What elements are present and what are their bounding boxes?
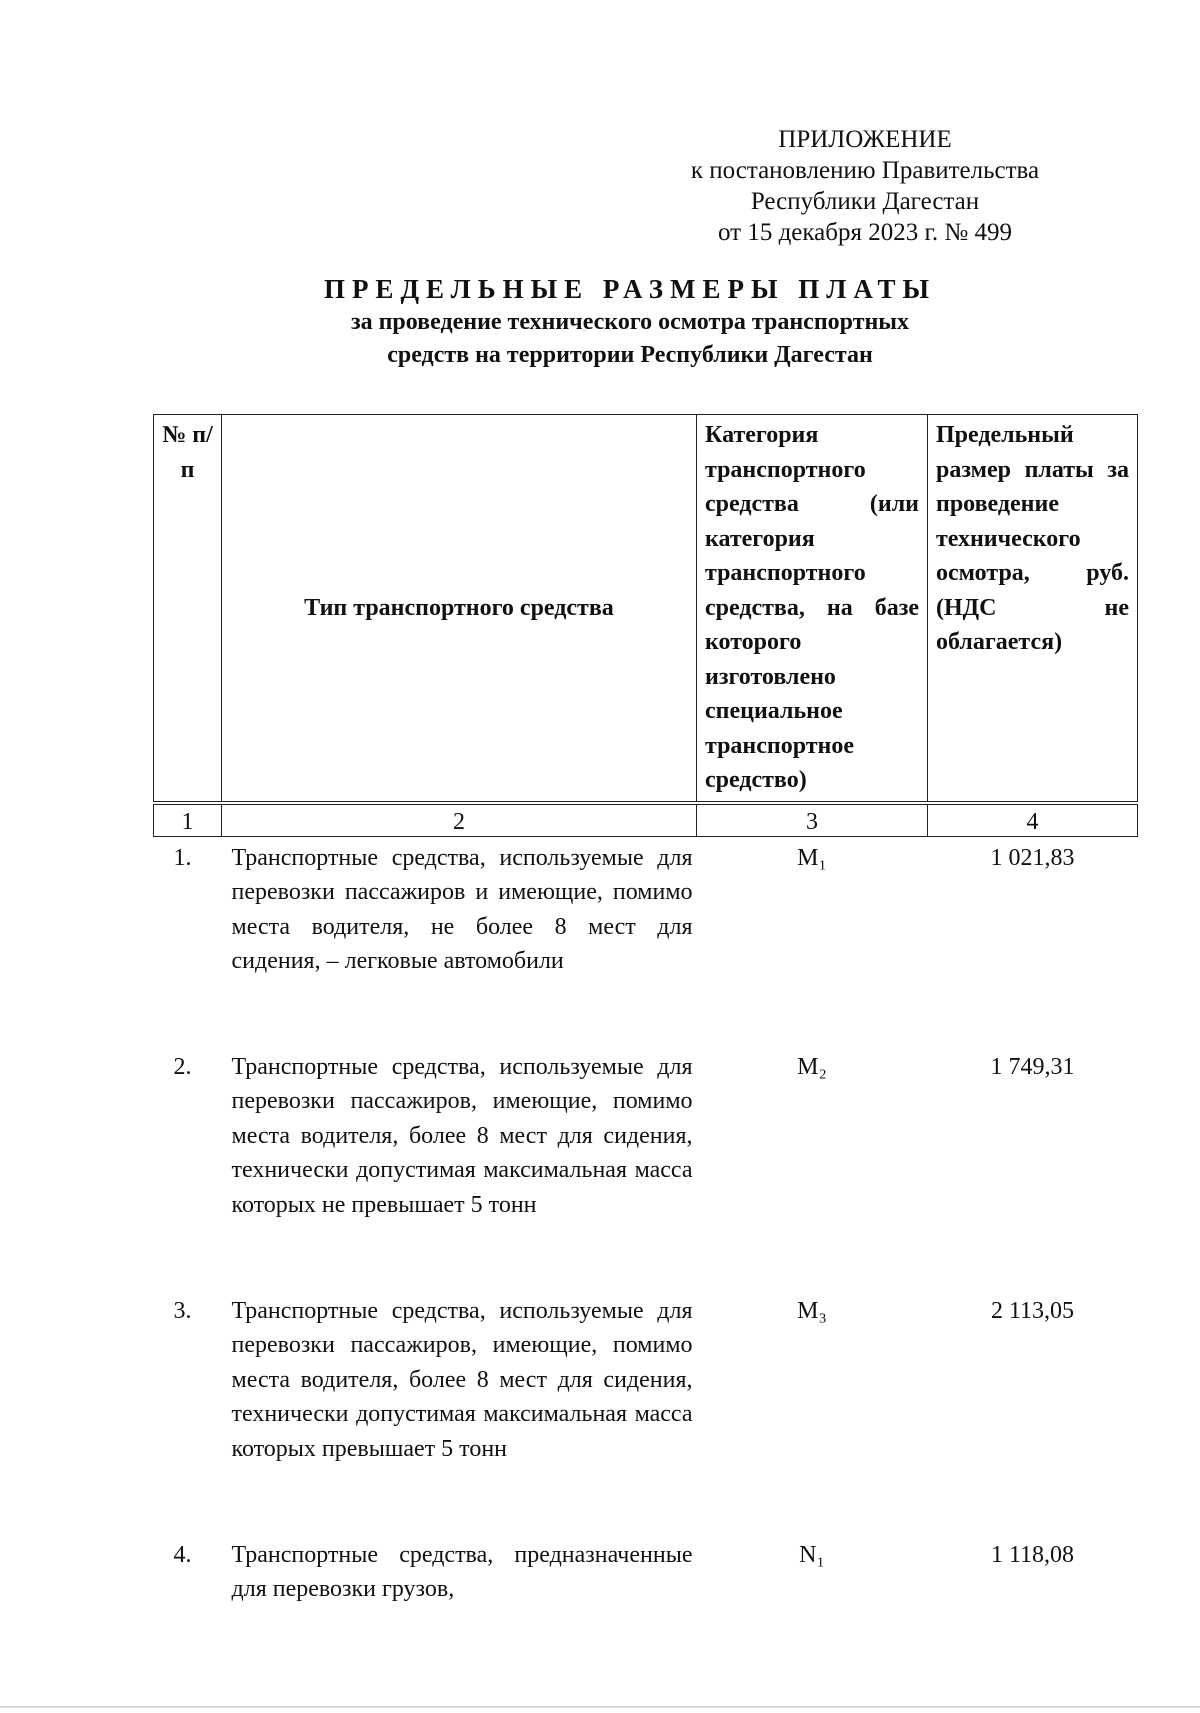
row-number: 2. xyxy=(173,1053,192,1080)
column-number: 2 xyxy=(222,803,697,837)
row-number: 3. xyxy=(173,1297,192,1324)
table-row xyxy=(154,1534,1138,1638)
row-number: 1. xyxy=(173,844,192,871)
column-number: 4 xyxy=(928,803,1138,837)
table-row xyxy=(154,1290,1138,1534)
row-description: Транспортные средства, используемые для перевозки пассажиров, имеющие, помимо места водителя, более 8 мест для сидения, технически допустимая максимальная масса которых не превышает 5 тонн xyxy=(231,1053,693,1218)
fee-table-header xyxy=(154,415,1138,803)
row-description: Транспортные средства, используемые для перевозки пассажиров и имеющие, помимо места водителя, не более 8 мест для сидения, – легковые автомобили xyxy=(231,844,693,974)
appendix-region: Республики Дагестан xyxy=(750,188,980,215)
row-category: N₁ xyxy=(799,1541,825,1568)
row-category: M₂ xyxy=(797,1053,827,1080)
column-number-row xyxy=(154,803,1138,837)
row-category: M₃ xyxy=(797,1297,827,1324)
table-row xyxy=(154,836,1138,1046)
fee-table-body xyxy=(154,836,1138,1638)
row-fee: 1 749,31 xyxy=(990,1053,1075,1080)
title-subtitle-line2: средств на территории Республики Дагестан xyxy=(387,342,873,368)
header-fee: Предельный размер платы за проведение технического осмотра, руб. (НДС не облагается) xyxy=(928,415,1138,803)
row-category: M₁ xyxy=(797,844,827,871)
header-vehicle-type: Тип транспортного средства xyxy=(222,415,697,803)
appendix-block xyxy=(600,124,1130,248)
header-category: Категория транспортного средства (или категория транспортного средства, на базе которого изготовлено специальное транспортное средство) xyxy=(697,415,928,803)
appendix-reference: к постановлению Правительства xyxy=(690,157,1040,184)
scan-edge-line xyxy=(0,1706,1200,1708)
header-number: № п/п xyxy=(154,415,222,803)
table-row xyxy=(154,1046,1138,1290)
row-fee: 2 113,05 xyxy=(990,1297,1075,1324)
appendix-heading: ПРИЛОЖЕНИЕ xyxy=(778,126,952,153)
column-number: 3 xyxy=(697,803,928,837)
row-description: Транспортные средства, используемые для перевозки пассажиров, имеющие, помимо места водителя, более 8 мест для сидения, технически допустимая максимальная масса которых превышает 5 тонн xyxy=(231,1297,693,1462)
column-number: 1 xyxy=(154,803,222,837)
fee-table xyxy=(153,414,1138,1638)
row-number: 4. xyxy=(173,1541,192,1568)
appendix-date-number: от 15 декабря 2023 г. № 499 xyxy=(717,219,1013,246)
document-title xyxy=(180,272,1080,372)
title-main: ПРЕДЕЛЬНЫЕ РАЗМЕРЫ ПЛАТЫ xyxy=(323,274,937,304)
row-fee: 1 118,08 xyxy=(990,1541,1075,1568)
row-description: Транспортные средства, предназначенные для перевозки грузов, xyxy=(231,1541,693,1602)
row-fee: 1 021,83 xyxy=(990,844,1075,871)
title-subtitle-line1: за проведение технического осмотра транспортных xyxy=(350,309,910,335)
